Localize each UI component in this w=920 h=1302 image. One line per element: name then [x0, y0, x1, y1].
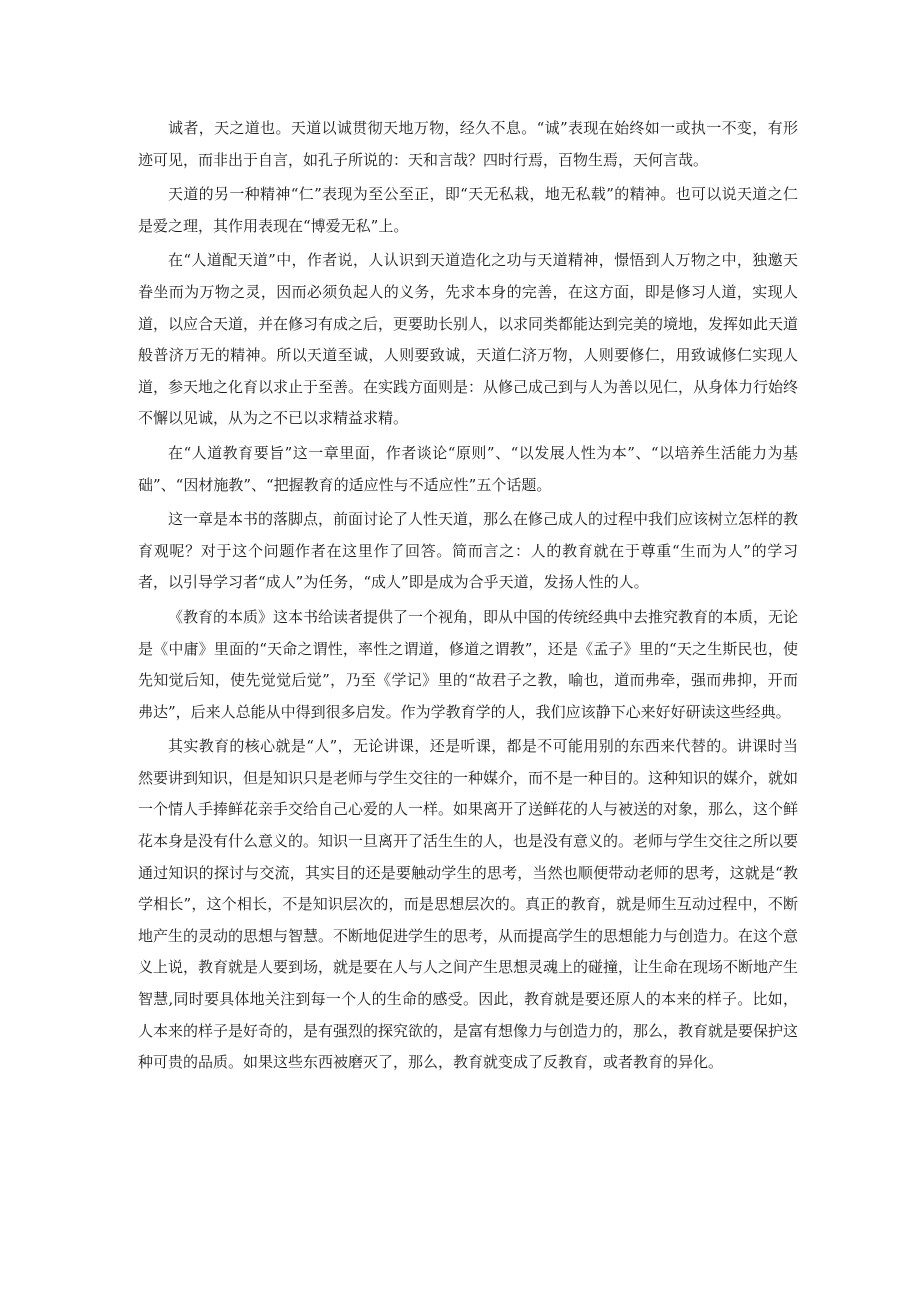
paragraph: 天道的另一种精神“仁”表现为至公至正，即“天无私栽，地无私载”的精神。也可以说天道之仁是爱之理，其作用表现在“博爱无私”上。 [138, 185, 798, 235]
paragraph: 诚者，天之道也。天道以诚贯彻天地万物，经久不息。“诚”表现在始终如一或执一不变，有形迹可见，而非出于自言，如孔子所说的：天和言哉？四时行焉，百物生焉，天何言哉。 [138, 119, 798, 169]
paragraph: 其实教育的核心就是“人”，无论讲课，还是听课，都是不可能用别的东西来代替的。讲课时当然要讲到知识，但是知识只是老师与学生交往的一种媒介，而不是一种目的。这种知识的媒介，就如一个情人手捧鲜花亲手交给自己心爱的人一样。如果离开了送鲜花的人与被送的对象，那么，这个鲜花本身是没有什么意义的。知识一旦离开了活生生的人，也是没有意义的。老师与学生交往之所以要通过知识的探讨与交流，其实目的还是要触动学生的思考，当然也顺便带动老师的思考，这就是“教学相长”，这个相长，不是知识层次的，而是思想层次的。真正的教育，就是师生互动过程中，不断地产生的灵动的思想与智慧。不断地促进学生的思考，从而提高学生的思想能力与创造力。在这个意义上说，教育就是人要到场，就是要在人与人之间产生思想灵魂上的碰撞，让生命在现场不断地产生智慧,同时要具体地关注到每一个人的生命的感受。因此，教育就是要还原人的本来的样子。比如，人本来的样子是好奇的，是有强烈的探究欲的，是富有想像力与创造力的，那么，教育就是要保护这种可贵的品质。如果这些东西被磨灭了，那么，教育就变成了反教育，或者教育的异化。 [138, 737, 799, 1072]
paragraph: 在“人道配天道”中，作者说，人认识到天道造化之功与天道精神，憬悟到人万物之中，独邀天眷坐而为万物之灵，因而必须负起人的义务，先求本身的完善，在这方面，即是修习人道，实现人道，以应合天道，并在修习有成之后，更要助长别人，以求同类都能达到完美的境地，发挥如此天道般普济万无的精神。所以天道至诚，人则要致诚，天道仁济万物，人则要修仁，用致诚修仁实现人道，参天地之化育以求止于至善。在实践方面则是：从修己成己到与人为善以见仁，从身体力行始终不懈以见诚，从为之不已以求精益求精。 [138, 251, 799, 428]
paragraph: 这一章是本书的落脚点，前面讨论了人性天道，那么在修己成人的过程中我们应该树立怎样的教育观呢？对于这个问题作者在这里作了回答。简而言之：人的教育就在于尊重“生而为人”的学习者，以引导学习者“成人”为任务，“成人”即是成为合乎天道，发扬人性的人。 [138, 510, 799, 592]
document-body [138, 113, 798, 1082]
paragraph: 在“人道教育要旨”这一章里面，作者谈论“原则”、“以发展人性为本”、“以培养生活能力为基础”、“因材施教”、“把握教育的适应性与不适应性”五个话题。 [138, 443, 798, 494]
paragraph: 《教育的本质》这本书给读者提供了一个视角，即从中国的传统经典中去推究教育的本质，无论是《中庸》里面的“天命之谓性，率性之谓道，修道之谓教”，还是《孟子》里的“天之生斯民也，使先知觉后知，使先觉觉后觉”，乃至《学记》里的“故君子之教，喻也，道而弗牵，强而弗抑，开而弗达”，后来人总能从中得到很多启发。作为学教育学的人，我们应该静下心来好好研读这些经典。 [138, 607, 799, 721]
